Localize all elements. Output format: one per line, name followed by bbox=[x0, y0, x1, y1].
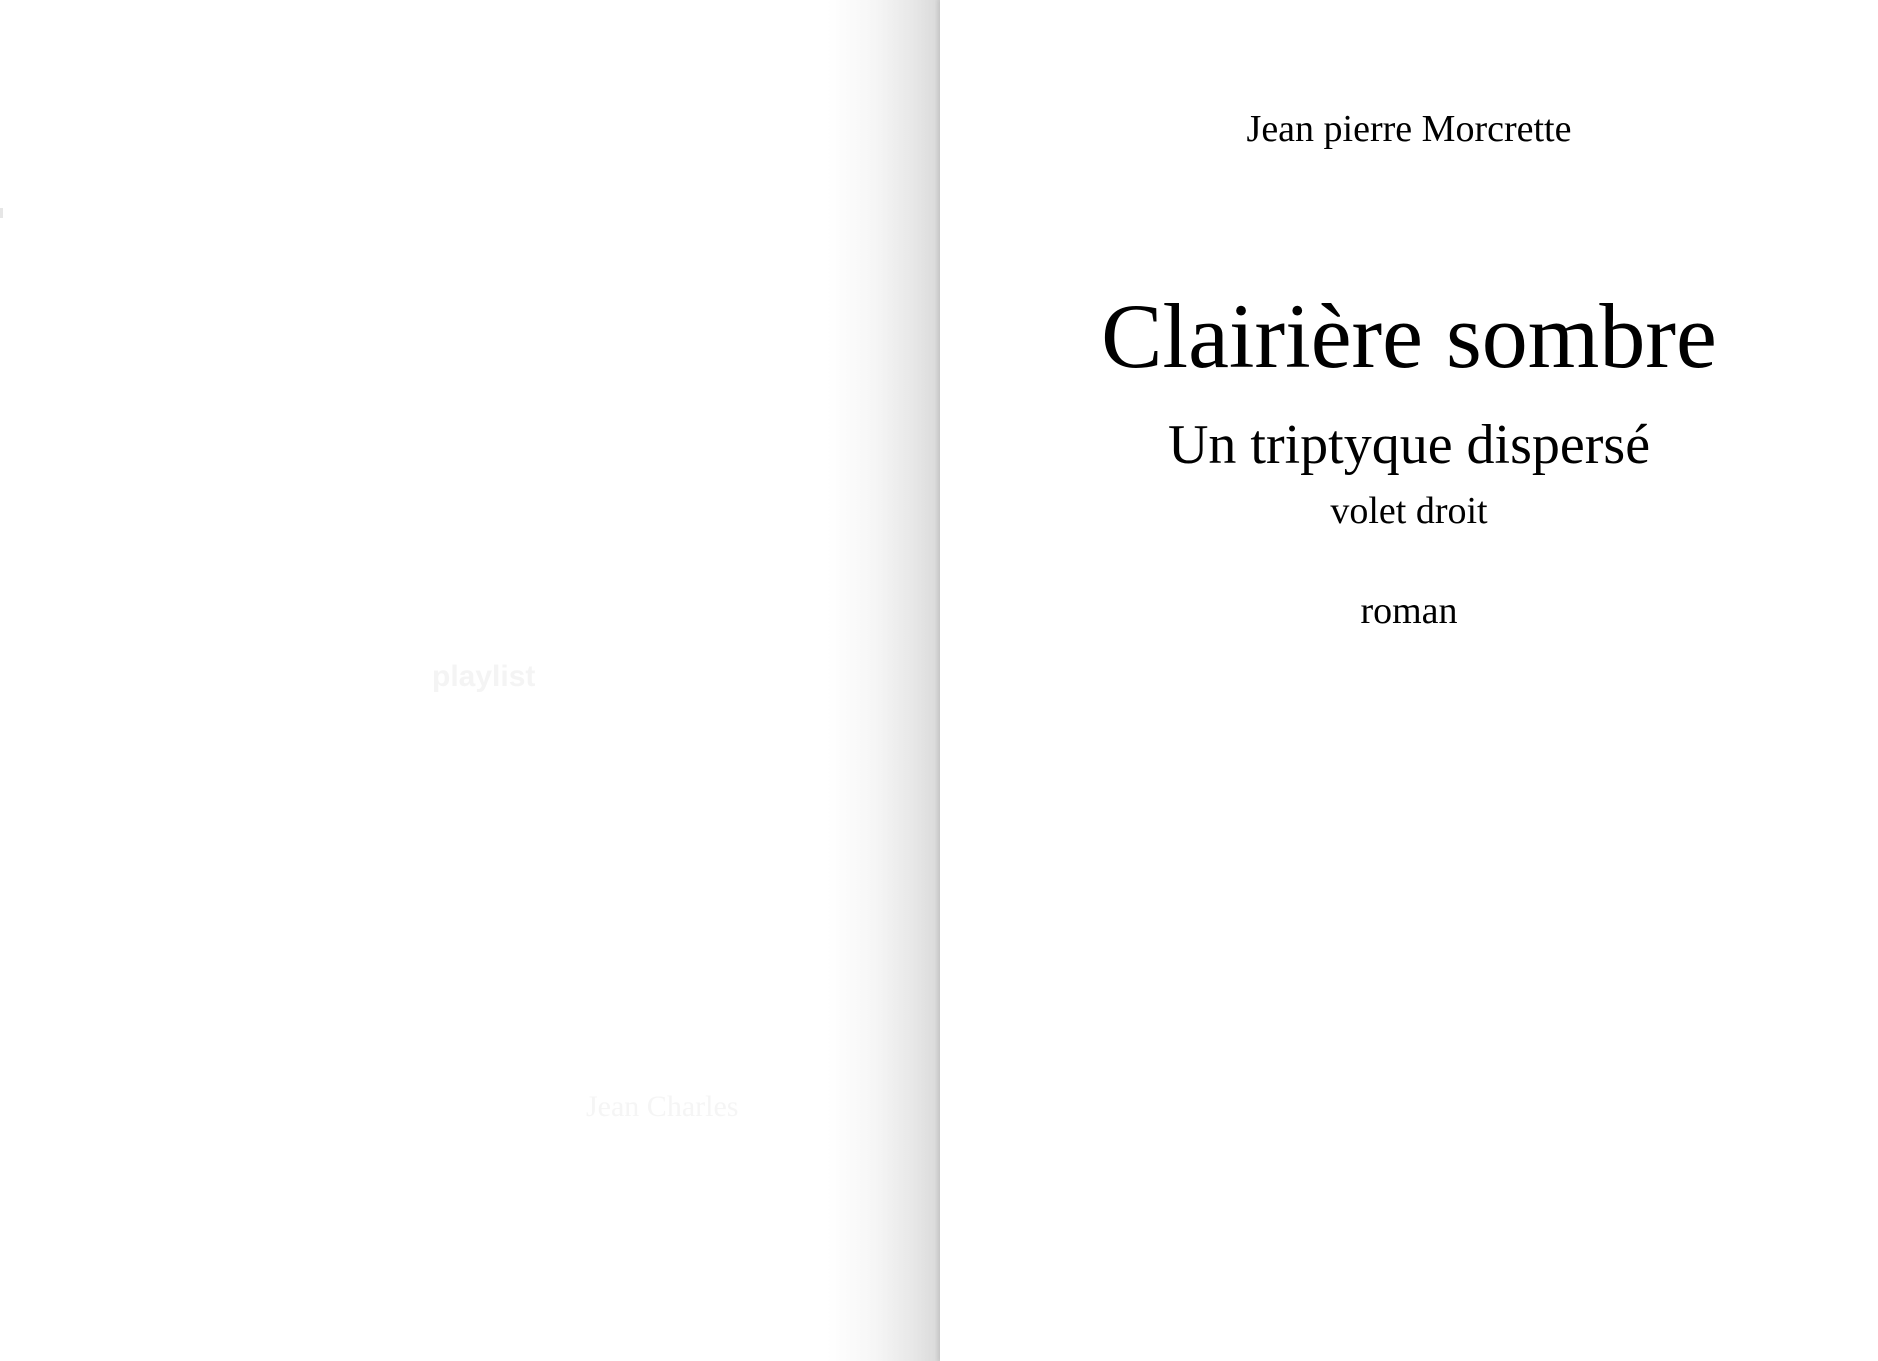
book-subtitle: Un triptyque dispersé bbox=[1167, 414, 1651, 476]
page-edge-mark bbox=[0, 208, 3, 218]
author-name: Jean pierre Morcrette bbox=[1246, 108, 1572, 150]
genre-label: roman bbox=[1360, 590, 1458, 632]
faded-show-through-text: playlist bbox=[432, 660, 536, 693]
volume-label: volet droit bbox=[1330, 490, 1488, 532]
right-page bbox=[940, 0, 1878, 1361]
book-title: Clairière sombre bbox=[1101, 285, 1717, 387]
faded-show-through-text-2: Jean Charles bbox=[586, 1090, 739, 1123]
